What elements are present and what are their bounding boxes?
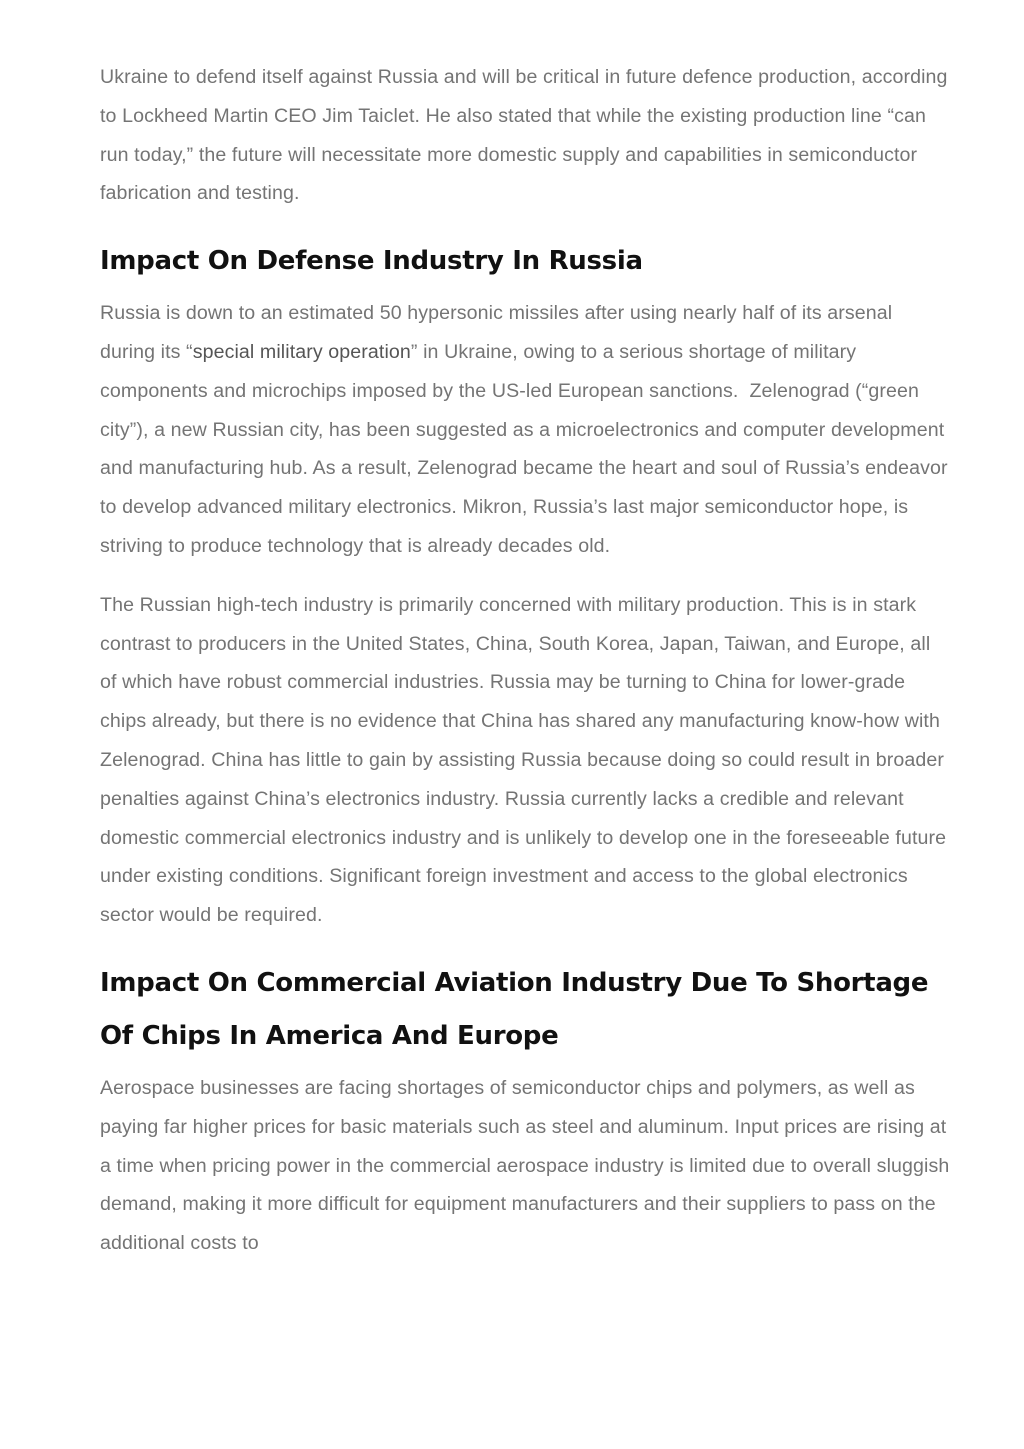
russia-paragraph-1-text-start: Russia is down to an estimated 50 hypersonic missiles after using nearly half of its arsenal during its “ [100,302,893,363]
russia-paragraph-1 [100,294,952,566]
russia-paragraph-1-text-end: ” in Ukraine, owing to a serious shortage of military components and microchips imposed by the US-led European sanctions. Zelenograd (“green city”), a new Russian city, has been suggested as a microelectronics and computer development and manufacturing hub. As a result, Zelenograd became the heart and soul of Russia’s endeavor to develop advanced military electronics. Mikron, Russia’s last major semiconductor hope, is striving to produce technology that is already decades old. [100,340,948,557]
special-military-operation-link[interactable]: special military operation [192,340,411,363]
section-heading-aviation: Impact On Commercial Aviation Industry Due To Shortage Of Chips In America And Europe [100,967,929,1051]
aviation-paragraph-1: Aerospace businesses are facing shortages of semiconductor chips and polymers, as well as paying far higher prices for basic materials such as steel and aluminum. Input prices are rising at a time when pricing power in the commercial aerospace industry is limited due to overall sluggish demand, making it more difficult for equipment manufacturers and their suppliers to pass on the additional costs to [100,1076,950,1255]
article-body [100,58,952,1263]
section-heading-russia: Impact On Defense Industry In Russia [100,246,643,277]
russia-paragraph-2: The Russian high-tech industry is primarily concerned with military production. This is in stark contrast to producers in the United States, China, South Korea, Japan, Taiwan, and Europe, all of which have robust commercial industries. Russia may be turning to China for lower-grade chips already, but there is no evidence that China has shared any manufacturing know-how with Zelenograd. China has little to gain by assisting Russia because doing so could result in broader penalties against China’s electronics industry. Russia currently lacks a credible and relevant domestic commercial electronics industry and is unlikely to develop one in the foreseeable future under existing conditions. Significant foreign investment and access to the global electronics sector would be required. [100,593,947,927]
intro-paragraph: Ukraine to defend itself against Russia and will be critical in future defence production, according to Lockheed Martin CEO Jim Taiclet. He also stated that while the existing production line “can run today,” the future will necessitate more domestic supply and capabilities in semiconductor fabrication and testing. [100,66,948,205]
